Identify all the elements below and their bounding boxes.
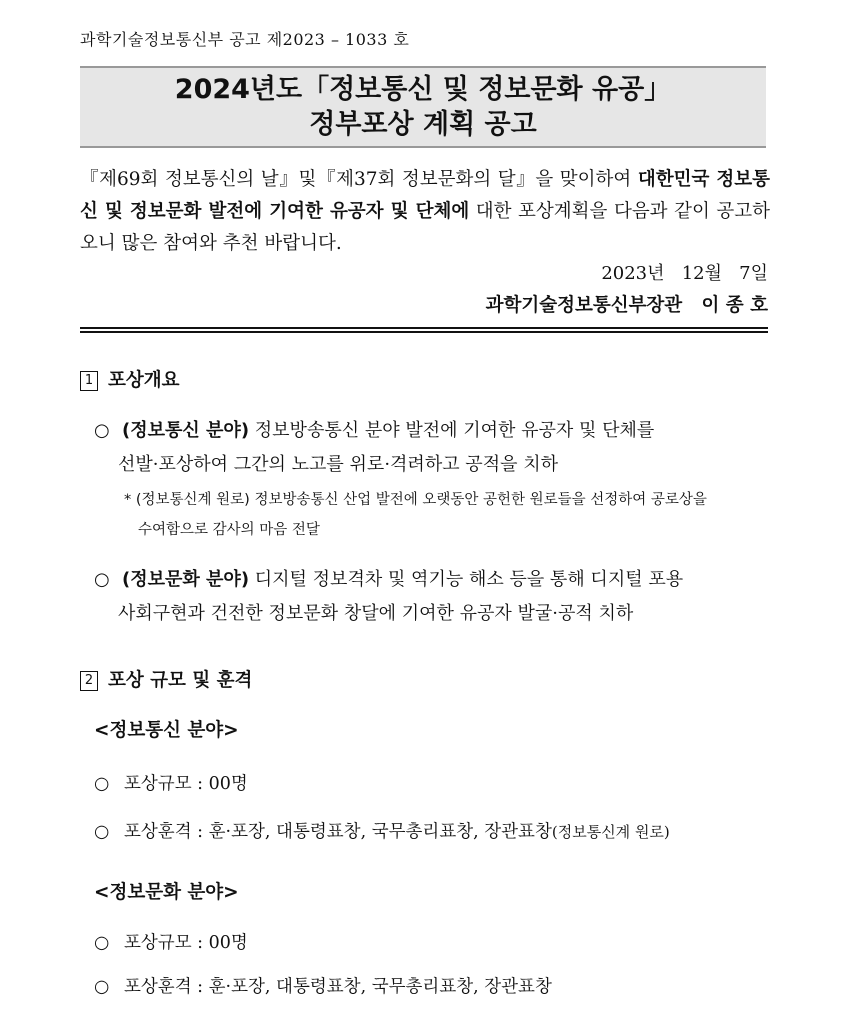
scale-text: 포상규모 : 00명: [124, 774, 248, 794]
notice-date: 2023년 12월 7일: [601, 263, 768, 284]
circle-bullet-icon: ○: [94, 822, 110, 842]
bullet-text-cont: 선발·포상하여 그간의 노고를 위로·격려하고 공적을 치하: [118, 454, 558, 475]
circle-bullet-icon: ○: [94, 977, 110, 997]
bullet-text-cont: 사회구현과 건전한 정보문화 창달에 기여한 유공자 발굴·공적 치하: [118, 603, 634, 624]
bullet-text: 디지털 정보격차 및 역기능 해소 등을 통해 디지털 포용: [249, 569, 684, 590]
bullet-label: (정보문화 분야): [122, 569, 250, 590]
scale-text: 포상규모 : 00명: [124, 933, 248, 953]
group-2-scale: [94, 929, 248, 954]
group-info-comm-title: <정보통신 분야>: [94, 720, 239, 741]
rank-text: 포상훈격 : 훈·포장, 대통령표창, 국무총리표창, 장관표창: [124, 822, 552, 842]
group-1-scale: [94, 770, 248, 795]
section-1-title: 포상개요: [108, 370, 180, 391]
double-divider: [80, 327, 768, 333]
footnote-elders: [124, 485, 770, 545]
circle-bullet-icon: ○: [94, 569, 110, 590]
circle-bullet-icon: ○: [94, 420, 110, 441]
group-2-rank: [94, 973, 552, 998]
intro-text-2: 대한 포상계획을 다음과 같이 공고하오니 많은 참여와 추천 바랍니다.: [80, 201, 770, 254]
section-2-number: 2: [80, 671, 98, 691]
section-1-heading: [80, 366, 179, 392]
intro-paragraph: [80, 164, 770, 260]
bullet-info-culture: [94, 563, 770, 631]
section-2-title: 포상 규모 및 훈격: [108, 670, 253, 691]
circle-bullet-icon: ○: [94, 933, 110, 953]
intro-bold-text: 대한민국 정보통신 및 정보문화 발전에 기여한 유공자 및 단체에: [80, 169, 771, 222]
rank-note: (정보통신계 원로): [551, 823, 670, 841]
document-title: [80, 66, 766, 148]
group-info-culture-title: <정보문화 분야>: [94, 882, 239, 903]
circle-bullet-icon: ○: [94, 774, 110, 794]
bullet-info-comm: [94, 414, 770, 482]
section-1-number: 1: [80, 371, 98, 391]
title-line-1: 2024년도「정보통신 및 정보문화 유공」: [174, 74, 672, 105]
bullet-text: 정보방송통신 분야 발전에 기여한 유공자 및 단체를: [249, 420, 655, 441]
group-1-rank: [94, 818, 670, 843]
footnote-line-1: * (정보통신계 원로) 정보방송통신 산업 발전에 오랫동안 공헌한 원로들을 선정하여 공로상을: [124, 492, 707, 508]
notice-number: 과학기술정보통신부 공고 제2023 – 1033 호: [80, 30, 410, 49]
signer: 과학기술정보통신부장관 이 종 호: [485, 295, 768, 316]
bullet-label: (정보통신 분야): [122, 420, 250, 441]
intro-text-1: 『제69회 정보통신의 날』및『제37회 정보문화의 달』을 맞이하여: [80, 169, 638, 190]
footnote-line-2: 수여함으로 감사의 마음 전달: [138, 522, 320, 538]
title-line-2: 정부포상 계획 공고: [309, 109, 537, 140]
section-2-heading: [80, 666, 252, 692]
rank-text: 포상훈격 : 훈·포장, 대통령표창, 국무총리표창, 장관표창: [124, 977, 552, 997]
